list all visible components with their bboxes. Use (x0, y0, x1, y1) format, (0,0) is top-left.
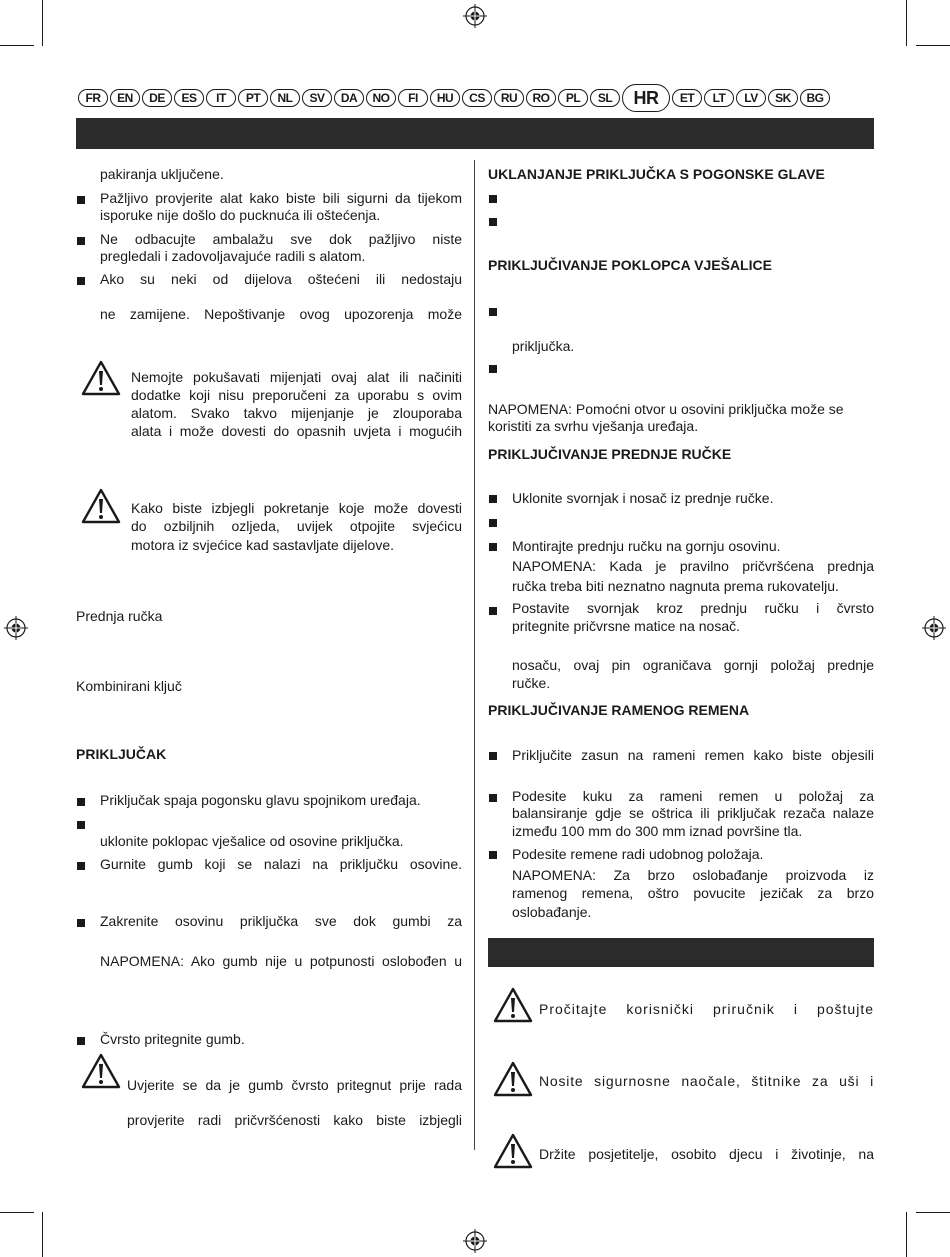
column-divider (474, 160, 475, 1150)
crop-mark (916, 45, 950, 46)
bullet-icon (489, 195, 497, 203)
section-banner (76, 118, 874, 149)
bullet-icon (489, 607, 497, 615)
section-heading: PRIKLJUČIVANJE RAMENOG REMENA (488, 702, 750, 718)
body-text: Priključak spaja pogonsku glavu spojnikom uređaja. (100, 792, 421, 808)
language-tab[interactable]: BG (800, 89, 830, 107)
bullet-icon (77, 919, 85, 927)
language-tab[interactable]: DA (334, 89, 364, 107)
body-text: Uklonite svornjak i nosač iz prednje ručke. (512, 490, 774, 506)
body-text: ne zamijene. Nepoštivanje ovog upozorenja može (100, 306, 462, 322)
body-text: pregledali i zadovoljavajuće radili s alatom. (100, 248, 366, 264)
bullet-icon (77, 798, 85, 806)
body-text: priključka. (512, 338, 575, 354)
registration-mark-icon (922, 616, 946, 640)
bullet-icon (489, 794, 497, 802)
warning-text: do ozbiljnih ozljeda, uvijek otpojite svjećicu (131, 518, 462, 534)
warning-text: Nosite sigurnosne naočale, štitnike za uši i (539, 1073, 874, 1089)
body-text: Priključite zasun na rameni remen kako biste objesili (512, 747, 874, 763)
language-tab[interactable]: IT (206, 89, 236, 107)
bullet-icon (489, 365, 497, 373)
warning-text: Držite posjetitelje, osobito djecu i životinje, na (539, 1146, 874, 1162)
body-text: balansiranje gdje se oštrica ili priključak rezača nalaze (512, 805, 874, 821)
language-tab-active[interactable]: HR (622, 84, 670, 112)
language-tab[interactable]: SL (590, 89, 620, 107)
crop-mark (906, 0, 907, 46)
bullet-icon (489, 519, 497, 527)
language-tab[interactable]: EN (110, 89, 140, 107)
warning-triangle-icon (493, 1061, 533, 1097)
body-text: pakiranja uključene. (100, 166, 224, 182)
language-tab[interactable]: NO (366, 89, 396, 107)
registration-mark-icon (463, 4, 487, 28)
section-heading: PRIKLJUČIVANJE PREDNJE RUČKE (488, 446, 732, 462)
language-tab[interactable]: FI (398, 89, 428, 107)
crop-mark (916, 1212, 950, 1213)
note-text: koristiti za svrhu vješanja uređaja. (488, 418, 699, 434)
body-text: Gurnite gumb koji se nalazi na priključku osovine. (100, 856, 462, 872)
warning-text: Pročitajte korisnički priručnik i poštujte (539, 1001, 874, 1017)
warning-text: alatom. Svako takvo mijenjanje je zlouporaba (131, 405, 462, 421)
language-tab[interactable]: PL (558, 89, 588, 107)
warning-text: provjerite radi pričvršćenosti kako biste izbjegli (127, 1112, 462, 1128)
warning-triangle-icon (81, 1053, 121, 1089)
crop-mark (0, 45, 34, 46)
warning-triangle-icon (81, 360, 121, 396)
body-text: Ako su neki od dijelova oštećeni ili nedostaju (100, 271, 462, 287)
warning-triangle-icon (493, 1133, 533, 1169)
language-tab[interactable]: ES (174, 89, 204, 107)
crop-mark (42, 0, 43, 46)
language-tab[interactable]: LT (704, 89, 734, 107)
bullet-icon (489, 495, 497, 503)
warning-text: Uvjerite se da je gumb čvrsto pritegnut prije rada (127, 1077, 462, 1093)
warning-text: dodatke koji nisu preporučeni za uporabu s ovim (131, 387, 462, 403)
warning-text: Nemojte pokušavati mijenjati ovaj alat ili načiniti (131, 369, 462, 385)
language-tab[interactable]: HU (430, 89, 460, 107)
bullet-icon (489, 543, 497, 551)
body-text: Montirajte prednju ručku na gornju osovinu. (512, 538, 781, 554)
section-heading: PRIKLJUČAK (76, 746, 167, 762)
warning-text: Kako biste izbjegli pokretanje koje može dovesti (131, 500, 462, 516)
body-text: pritegnite pričvrsne matice na nosač. (512, 618, 740, 634)
warning-text: motora iz svjećice kad sastavljate dijelove. (131, 537, 395, 553)
note-text: NAPOMENA: Kada je pravilno pričvršćena prednja (512, 558, 874, 574)
bullet-icon (489, 308, 497, 316)
crop-mark (906, 1212, 907, 1257)
warning-text: alata i može dovesti do opasnih uvjeta i mogućih (131, 423, 462, 439)
language-tab[interactable]: CS (462, 89, 492, 107)
warning-triangle-icon (81, 488, 121, 524)
bullet-icon (77, 237, 85, 245)
note-text: ručka treba biti neznatno nagnuta prema rukovatelju. (512, 578, 839, 594)
section-banner (488, 938, 874, 967)
body-text: uklonite poklopac vješalice od osovine priključka. (100, 833, 404, 849)
body-text: NAPOMENA: Ako gumb nije u potpunosti oslobođen u (100, 953, 462, 969)
language-bar (78, 84, 830, 112)
bullet-icon (489, 218, 497, 226)
bullet-icon (77, 196, 85, 204)
language-tab[interactable]: NL (270, 89, 300, 107)
bullet-icon (489, 752, 497, 760)
body-text: Postavite svornjak kroz prednju ručku i čvrsto (512, 600, 874, 616)
registration-mark-icon (463, 1229, 487, 1253)
body-text: Zakrenite osovinu priključka sve dok gumbi za (100, 913, 462, 929)
bullet-icon (77, 277, 85, 285)
note-text: NAPOMENA: Za brzo oslobađanje proizvoda iz (512, 867, 874, 883)
language-tab[interactable]: ET (672, 89, 702, 107)
body-text: Čvrsto pritegnite gumb. (100, 1031, 245, 1047)
body-text: Pažljivo provjerite alat kako biste bili sigurni da tijekom (100, 190, 462, 206)
note-text: oslobađanje. (512, 904, 592, 920)
body-text: između 100 mm do 300 mm iznad površine tla. (512, 823, 803, 839)
language-tab[interactable]: DE (142, 89, 172, 107)
bullet-icon (77, 821, 85, 829)
body-text: Podesite remene radi udobnog položaja. (512, 846, 764, 862)
body-text: nosaču, ovaj pin ograničava gornji položaj prednje (512, 657, 874, 673)
crop-mark (0, 1212, 34, 1213)
section-heading: UKLANJANJE PRIKLJUČKA S POGONSKE GLAVE (488, 166, 825, 182)
parts-item: Prednja ručka (76, 608, 163, 624)
section-heading: PRIKLJUČIVANJE POKLOPCA VJEŠALICE (488, 257, 772, 273)
crop-mark (42, 1212, 43, 1257)
registration-mark-icon (4, 616, 28, 640)
language-tab[interactable]: LV (736, 89, 766, 107)
body-text: isporuke nije došlo do pucknuća ili oštećenja. (100, 207, 381, 223)
language-tab[interactable]: RO (526, 89, 556, 107)
language-tab[interactable]: SV (302, 89, 332, 107)
body-text: ručke. (512, 675, 551, 691)
bullet-icon (489, 851, 497, 859)
parts-item: Kombinirani ključ (76, 678, 182, 694)
language-tab[interactable]: RU (494, 89, 524, 107)
language-tab[interactable]: FR (78, 89, 108, 107)
bullet-icon (77, 862, 85, 870)
body-text: Podesite kuku za rameni remen u položaj za (512, 788, 874, 804)
note-text: NAPOMENA: Pomoćni otvor u osovini priključka može se (488, 401, 844, 417)
language-tab[interactable]: SK (768, 89, 798, 107)
note-text: ramenog remena, oštro povucite jezičak za brzo (512, 885, 874, 901)
language-tab[interactable]: PT (238, 89, 268, 107)
warning-triangle-icon (493, 987, 533, 1023)
bullet-icon (77, 1037, 85, 1045)
body-text: Ne odbacujte ambalažu sve dok pažljivo niste (100, 231, 462, 247)
